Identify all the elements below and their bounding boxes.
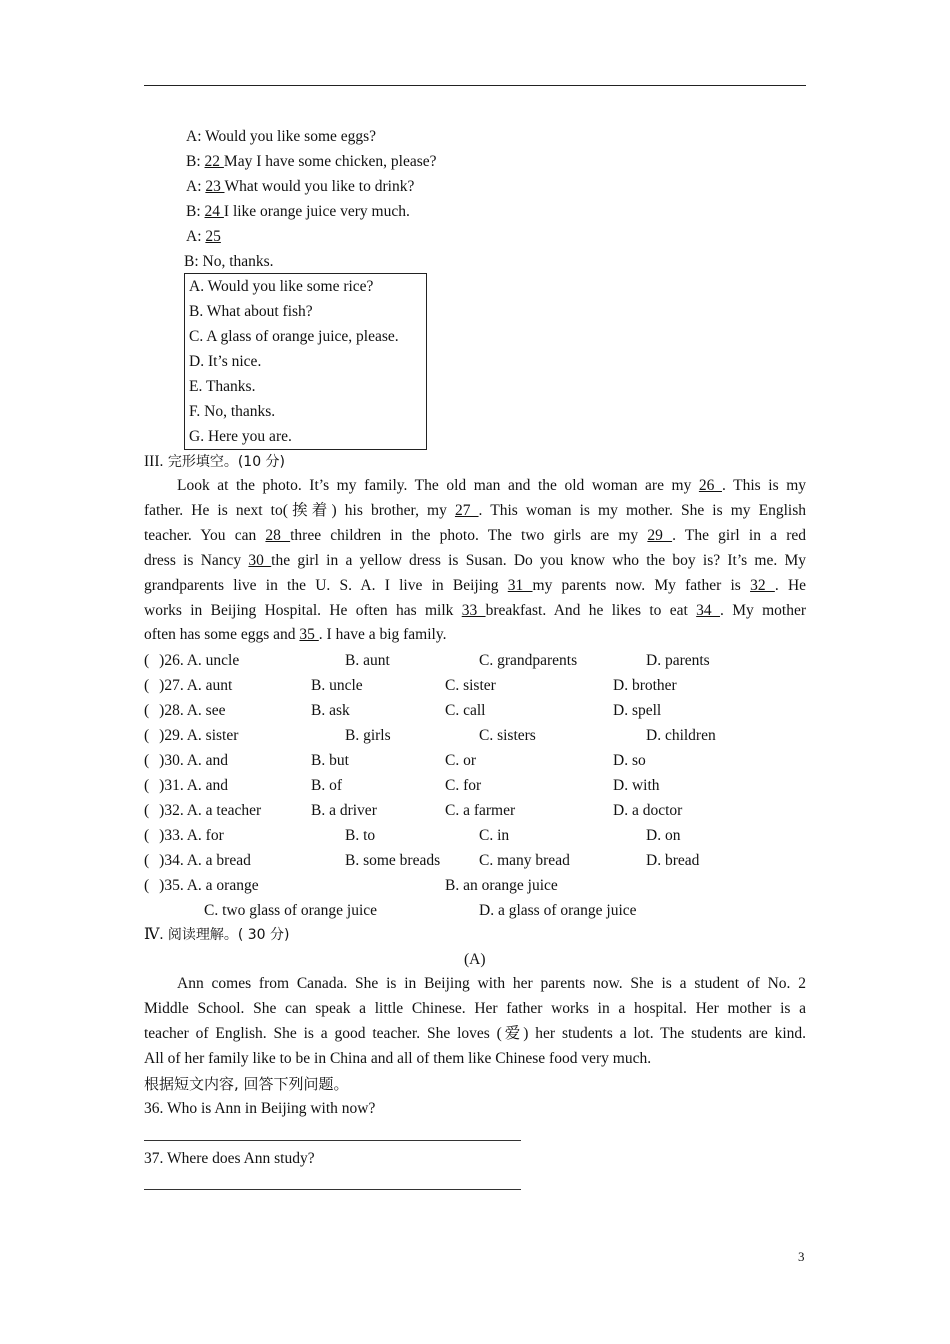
- cloze-line-2: father. He is next to(挨着) his brother, my 27 . This woman is my mother. She is my English: [144, 501, 806, 519]
- option-c-30: C. or: [445, 752, 476, 769]
- option-d-27: D. brother: [613, 677, 677, 694]
- question-row: ( )34. A. a bread: [144, 852, 251, 869]
- option-b-30: B. but: [311, 752, 349, 769]
- option-c-33: C. in: [479, 827, 510, 844]
- question-37: 37. Where does Ann study?: [144, 1150, 315, 1167]
- cloze-blank-35[interactable]: 35: [299, 626, 319, 644]
- option-b-32: B. a driver: [311, 802, 377, 819]
- cloze-line-4: dress is Nancy 30 the girl in a yellow dress is Susan. Do you know who the boy is? It’s me. My: [144, 551, 807, 569]
- cloze-line-1: Look at the photo. It’s my family. The old man and the old woman are my 26 . This is my: [177, 477, 806, 494]
- option-d-26: D. parents: [646, 652, 710, 669]
- reading-line-1: Ann comes from Canada. She is in Beijing with her parents now. She is a student of No. 2: [177, 975, 806, 992]
- question-row: ( )27. A. aunt: [144, 677, 233, 694]
- option-c-31: C. for: [445, 777, 482, 794]
- cloze-blank-29[interactable]: 29: [647, 526, 673, 544]
- option-c-29: C. sisters: [479, 727, 536, 744]
- dialogue-line-6: B: No, thanks.: [184, 253, 274, 270]
- answer-paren[interactable]: (: [144, 777, 150, 794]
- question-36: 36. Who is Ann in Beijing with now?: [144, 1100, 376, 1117]
- option-d-31: D. with: [613, 777, 660, 794]
- option-e: E. Thanks.: [189, 378, 256, 395]
- reading-line-2: Middle School. She can speak a little Chinese. Her father works in a hospital. Her mother is a: [144, 999, 806, 1017]
- blank-22[interactable]: 22: [204, 153, 224, 170]
- option-d-28: D. spell: [613, 702, 662, 719]
- reading-line-4: All of her family like to be in China and all of them like Chinese food very much.: [144, 1049, 652, 1067]
- option-b-29: B. girls: [345, 727, 391, 744]
- option-b-33: B. to: [345, 827, 376, 844]
- dialogue-line-4: B: 24 I like orange juice very much.: [186, 203, 410, 220]
- cloze-blank-32[interactable]: 32: [750, 576, 775, 594]
- cloze-blank-30[interactable]: 30: [248, 551, 272, 569]
- page-number: 3: [798, 1249, 805, 1264]
- option-b-27: B. uncle: [311, 677, 363, 694]
- options-box: [184, 273, 427, 450]
- header-rule: [144, 85, 806, 86]
- question-row: ( )29. A. sister: [144, 727, 239, 744]
- question-row: ( )31. A. and: [144, 777, 229, 794]
- cloze-blank-33[interactable]: 33: [461, 601, 486, 619]
- cloze-blank-31[interactable]: 31: [507, 576, 533, 594]
- question-row: ( )33. A. for: [144, 827, 224, 844]
- option-b-26: B. aunt: [345, 652, 390, 669]
- section4-heading: Ⅳ. 阅读理解。( 30 分): [144, 926, 290, 943]
- section3-heading: III. 完形填空。(10 分): [144, 453, 286, 470]
- option-d-35: D. a glass of orange juice: [479, 902, 637, 919]
- option-c-26: C. grandparents: [479, 652, 578, 669]
- answer-paren[interactable]: (: [144, 677, 150, 694]
- option-d-32: D. a doctor: [613, 802, 683, 819]
- question-row: ( )30. A. and: [144, 752, 229, 769]
- option-b-35: B. an orange juice: [445, 877, 558, 894]
- reading-line-3: teacher of English. She is a good teacher. She loves (爱) her students a lot. The students are kind.: [144, 1024, 806, 1042]
- option-d-34: D. bread: [646, 852, 700, 869]
- cloze-blank-28[interactable]: 28: [265, 526, 291, 544]
- option-c: C. A glass of orange juice, please.: [189, 328, 399, 345]
- cloze-line-3: teacher. You can 28 three children in the photo. The two girls are my 29 . The girl in a red: [144, 526, 806, 544]
- answer-paren[interactable]: (: [144, 802, 150, 819]
- dialogue-line-2: B: 22 May I have some chicken, please?: [186, 153, 437, 170]
- answer-paren[interactable]: (: [144, 727, 150, 744]
- blank-23[interactable]: 23: [205, 178, 225, 195]
- option-f: F. No, thanks.: [189, 403, 276, 420]
- cloze-line-5: grandparents live in the U. S. A. I live in Beijing 31 my parents now. My father is 32 . He: [144, 576, 807, 594]
- answer-paren[interactable]: (: [144, 852, 150, 869]
- option-d: D. It’s nice.: [189, 353, 262, 370]
- blank-24[interactable]: 24: [204, 203, 224, 220]
- answer-paren[interactable]: (: [144, 877, 150, 894]
- option-d-29: D. children: [646, 727, 716, 744]
- blank-25[interactable]: 25: [205, 228, 221, 245]
- answer-line-36[interactable]: [144, 1140, 521, 1141]
- option-b-34: B. some breads: [345, 852, 441, 869]
- answer-paren[interactable]: (: [144, 652, 150, 669]
- dialogue-line-1: A: Would you like some eggs?: [186, 128, 377, 145]
- answer-paren[interactable]: (: [144, 827, 150, 844]
- answer-line-37[interactable]: [144, 1189, 521, 1190]
- question-row: ( )35. A. a orange: [144, 877, 259, 894]
- answer-paren[interactable]: (: [144, 702, 150, 719]
- dialogue-line-5: A: 25: [186, 228, 221, 245]
- cloze-blank-26[interactable]: 26: [698, 477, 722, 494]
- passage-label: (A): [464, 951, 486, 968]
- cloze-line-7: often has some eggs and 35 . I have a big family.: [144, 626, 447, 644]
- option-c-32: C. a farmer: [445, 802, 516, 819]
- option-d-33: D. on: [646, 827, 681, 844]
- option-g: G. Here you are.: [189, 428, 292, 445]
- question-row: ( )32. A. a teacher: [144, 802, 262, 819]
- cloze-line-6: works in Beijing Hospital. He often has milk 33 breakfast. And he likes to eat 34 . My mother: [144, 601, 806, 619]
- option-c-34: C. many bread: [479, 852, 570, 869]
- cloze-passage: [144, 474, 806, 648]
- option-c-27: C. sister: [445, 677, 496, 694]
- dialogue-line-3: A: 23 What would you like to drink?: [186, 178, 415, 195]
- question-row: ( )26. A. uncle: [144, 652, 240, 669]
- option-d-30: D. so: [613, 752, 646, 769]
- option-b-31: B. of: [311, 777, 342, 794]
- option-c-28: C. call: [445, 702, 486, 719]
- reading-passage: [144, 972, 806, 1072]
- question-row: ( )28. A. see: [144, 702, 226, 719]
- option-b: B. What about fish?: [189, 303, 313, 320]
- instruction: 根据短文内容, 回答下列问题。: [144, 1075, 349, 1093]
- cloze-blank-34[interactable]: 34: [696, 601, 720, 619]
- cloze-blank-27[interactable]: 27: [454, 501, 479, 519]
- answer-paren[interactable]: (: [144, 752, 150, 769]
- option-c-35: C. two glass of orange juice: [204, 902, 378, 919]
- option-a: A. Would you like some rice?: [189, 278, 374, 295]
- option-b-28: B. ask: [311, 702, 350, 719]
